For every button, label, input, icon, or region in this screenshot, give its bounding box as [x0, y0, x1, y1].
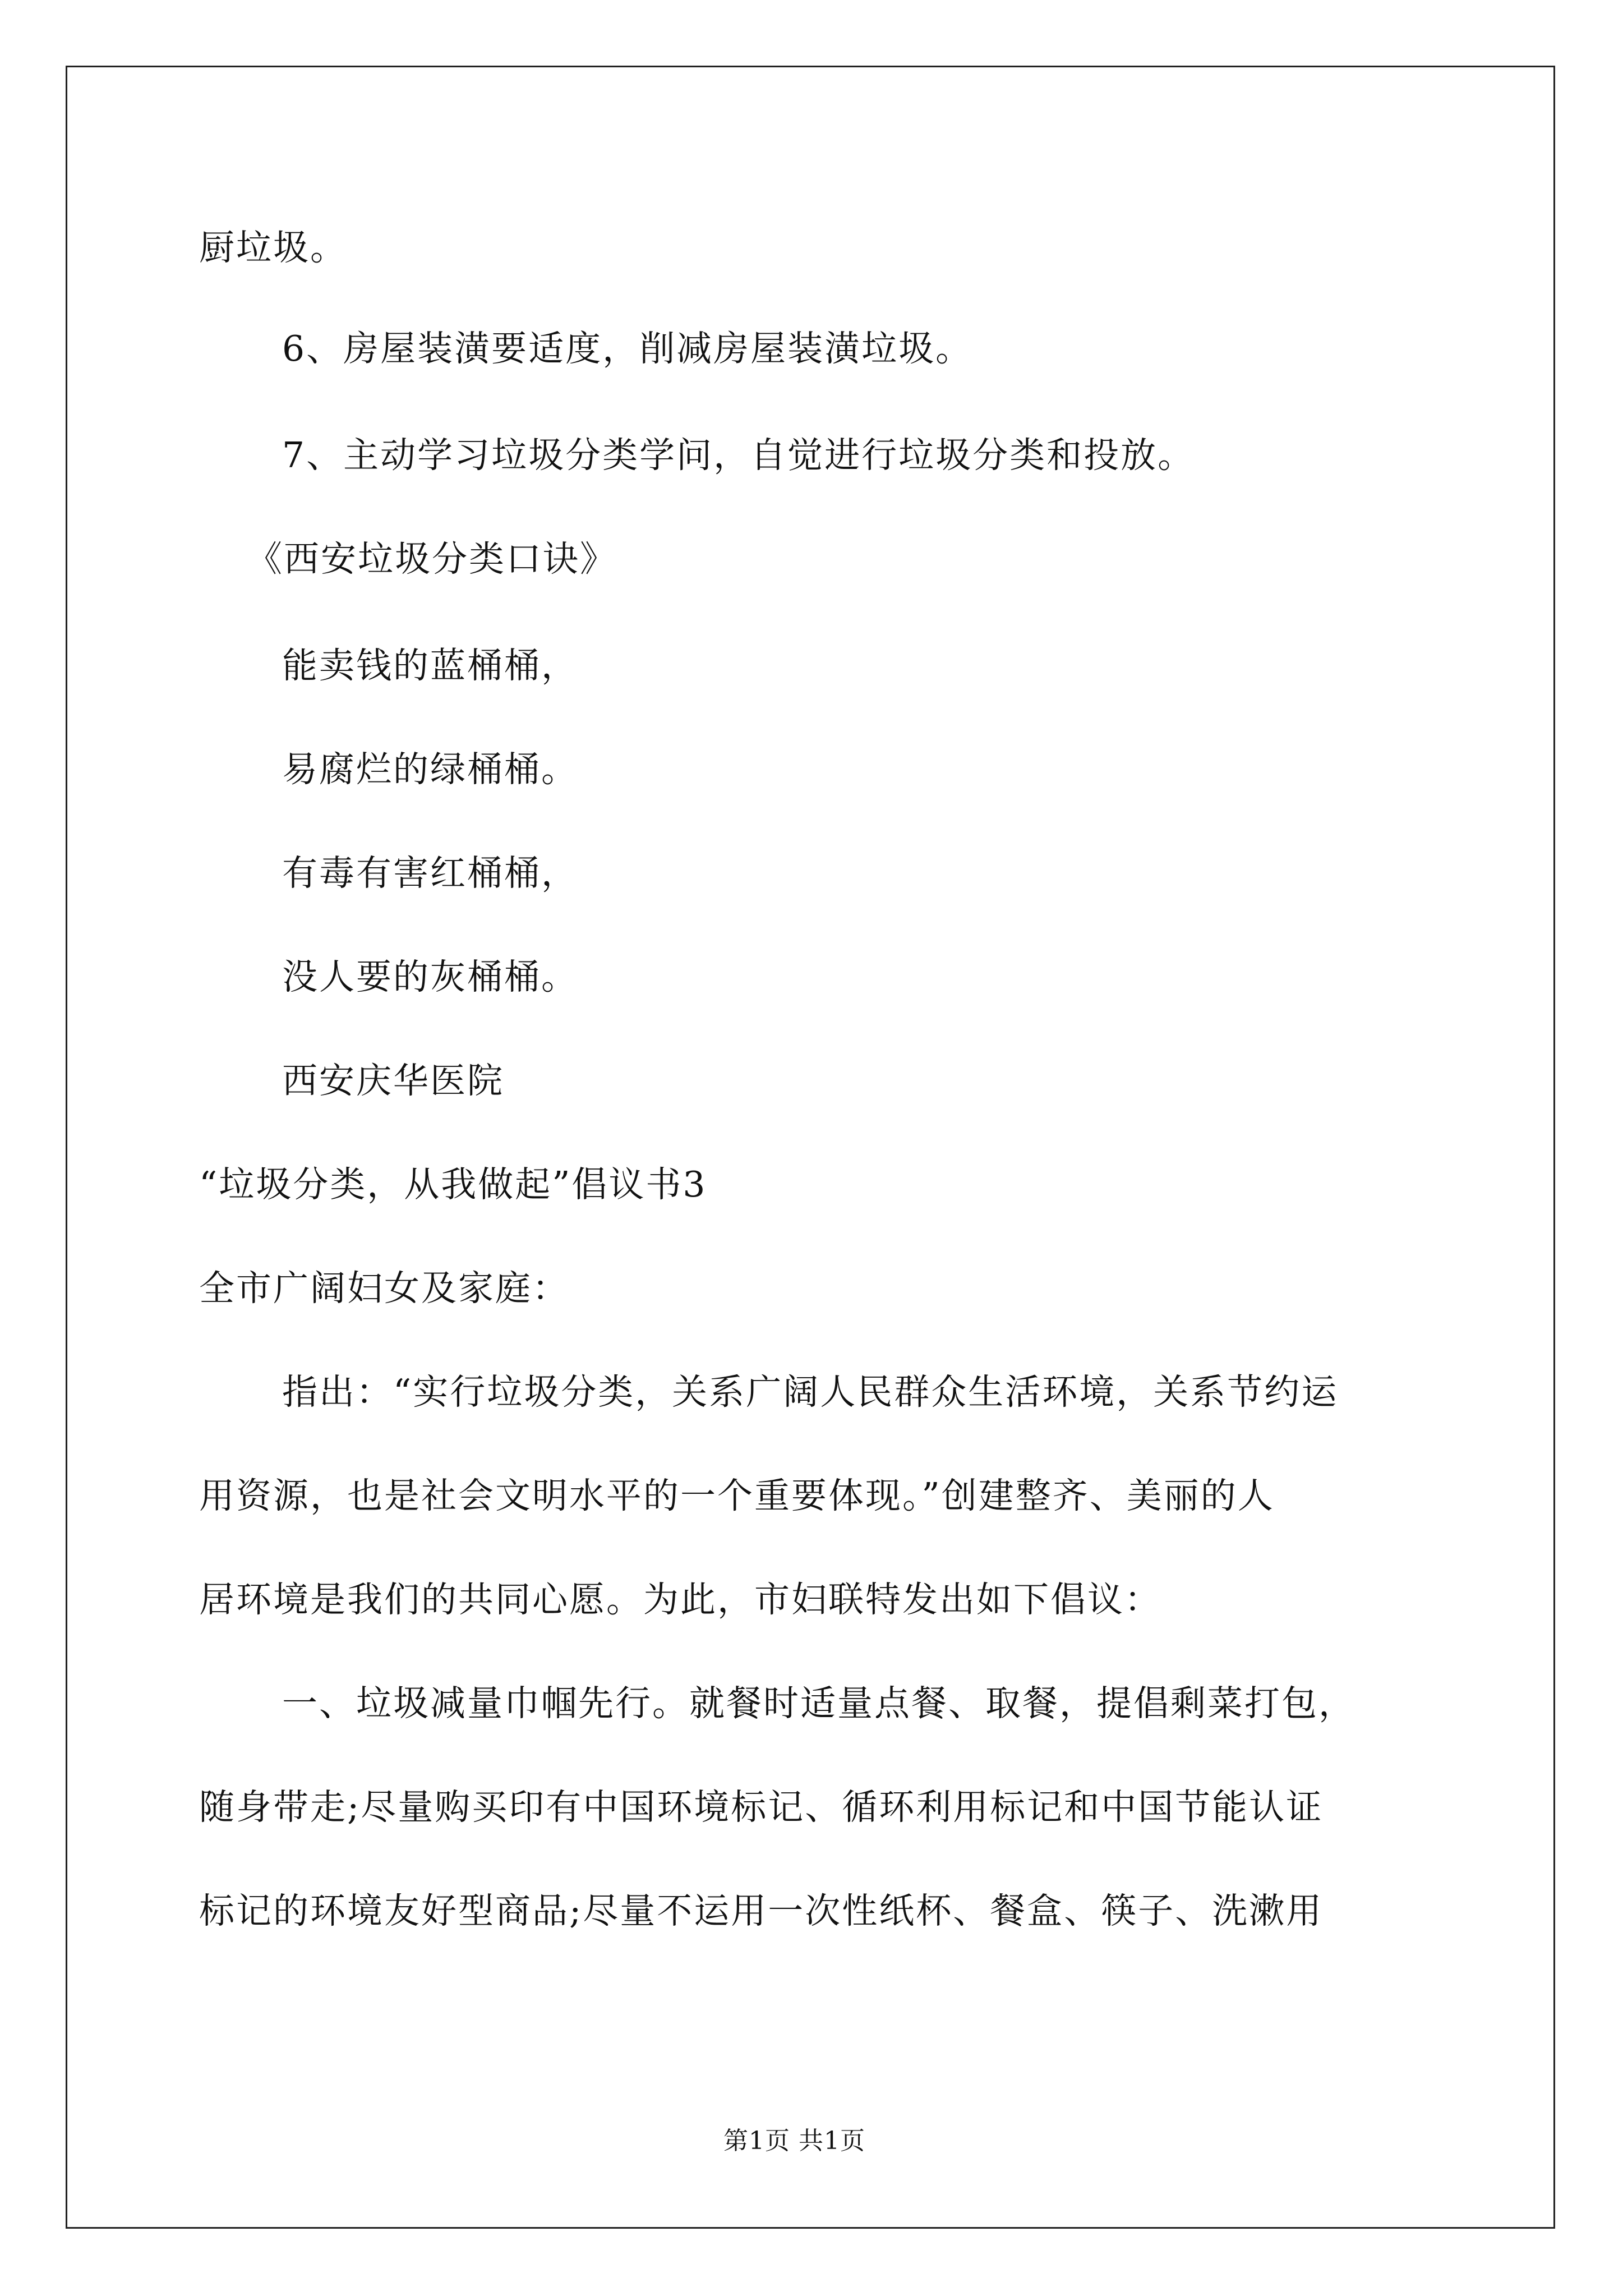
text-line: 有毒有害红桶桶，: [282, 853, 578, 894]
text-line: 没人要的灰桶桶。: [282, 956, 578, 997]
text-line: 随身带走;尽量购买印有中国环境标记、循环利用标记和中国节能认证: [199, 1787, 1324, 1828]
text-line: 能卖钱的蓝桶桶，: [282, 645, 578, 686]
text-line: 6、房屋装潢要适度，削减房屋装潢垃圾。: [282, 328, 973, 369]
text-line: 指出：“实行垃圾分类，关系广阔人民群众生活环境，关系节约运: [282, 1372, 1339, 1412]
text-line: “垃圾分类，从我做起”倡议书3: [199, 1164, 707, 1205]
text-line: 一、垃圾减量巾帼先行。就餐时适量点餐、取餐，提倡剩菜打包，: [282, 1683, 1355, 1724]
text-line: 居环境是我们的共同心愿。为此，市妇联特发出如下倡议：: [199, 1579, 1161, 1620]
page-footer: 第1页 共1页: [723, 2127, 865, 2155]
text-line: 厨垃圾。: [199, 227, 347, 268]
text-line: 《西安垃圾分类口诀》: [247, 539, 617, 579]
text-line: 易腐烂的绿桶桶。: [282, 749, 578, 790]
text-line: 用资源，也是社会文明水平的一个重要体现。”创建整齐、美丽的人: [199, 1475, 1275, 1516]
text-line: 西安庆华医院: [282, 1060, 504, 1101]
text-line: 标记的环境友好型商品;尽量不运用一次性纸杯、餐盒、筷子、洗漱用: [199, 1890, 1324, 1931]
text-line: 全市广阔妇女及家庭：: [199, 1268, 569, 1309]
text-line: 7、主动学习垃圾分类学问，自觉进行垃圾分类和投放。: [282, 435, 1195, 476]
